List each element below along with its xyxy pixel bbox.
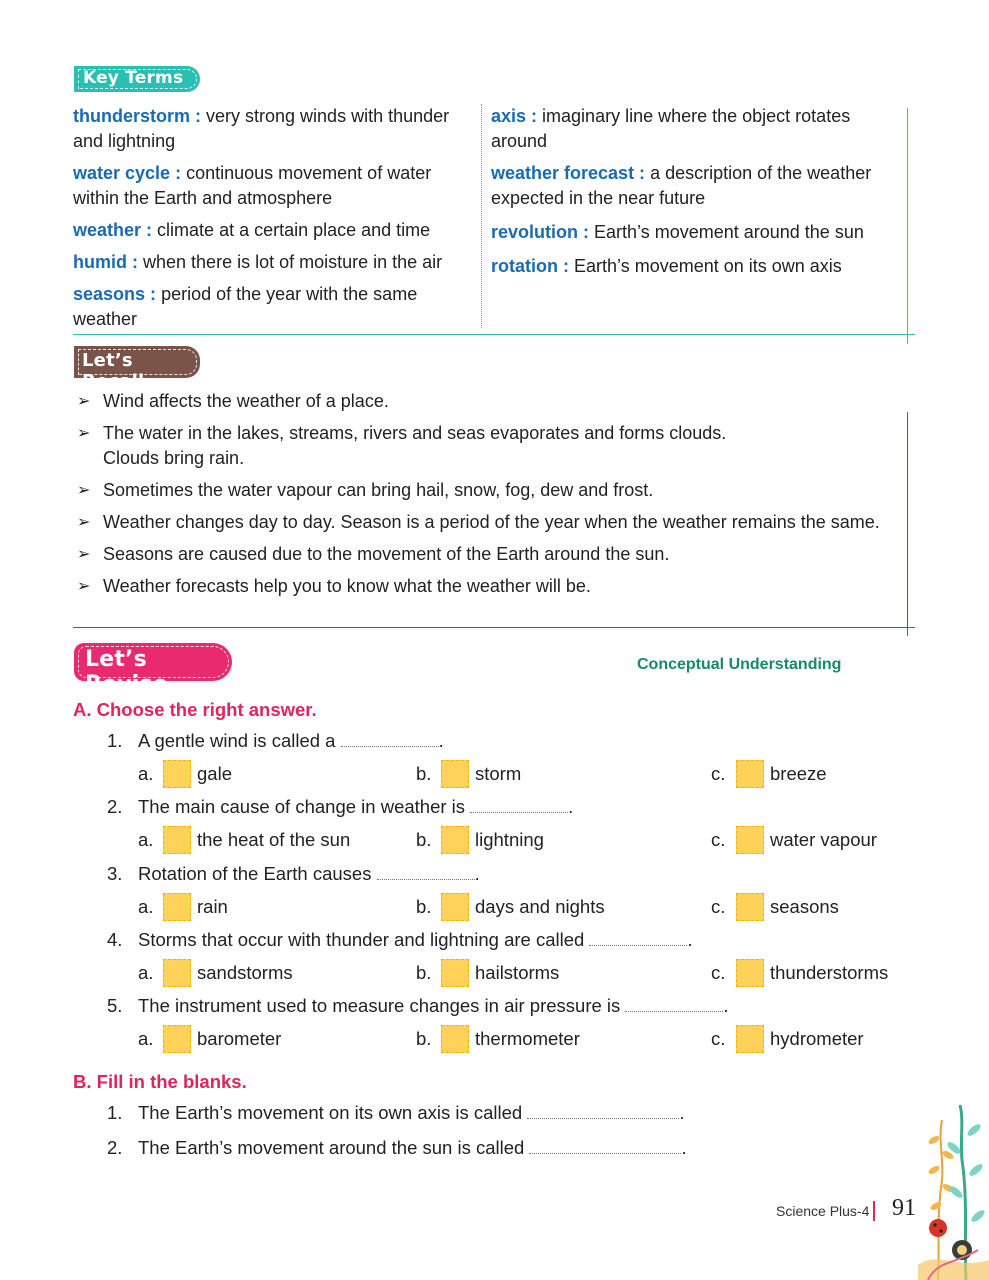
answer-blank[interactable] (589, 931, 687, 946)
answer-blank[interactable] (529, 1139, 681, 1154)
revise-badge (74, 643, 232, 697)
page-number: 91 (892, 1195, 916, 1221)
key-term-item: axis : imaginary line where the object rotates around (491, 106, 851, 151)
recall-label: Let’s Recall (82, 350, 145, 392)
key-term-item: seasons : period of the year with the same weather (73, 284, 418, 329)
recall-item: ➢ Wind affects the weather of a place. (76, 389, 906, 414)
recall-side-rule (907, 412, 908, 636)
recall-list (76, 389, 906, 606)
answer-checkbox[interactable] (163, 893, 191, 921)
answer-checkbox[interactable] (736, 760, 764, 788)
key-terms-label: Key Terms (83, 68, 184, 88)
key-term-item: revolution : Earth’s movement around the sun (491, 222, 864, 242)
recall-item: ➢ Weather forecasts help you to know what the weather will be. (76, 574, 906, 599)
answer-checkbox[interactable] (736, 826, 764, 854)
answer-blank[interactable] (377, 865, 475, 880)
answer-checkbox[interactable] (163, 826, 191, 854)
recall-bottom-rule (73, 627, 915, 628)
answer-checkbox[interactable] (441, 959, 469, 987)
answer-checkbox[interactable] (441, 760, 469, 788)
recall-item: ➢ The water in the lakes, streams, rivers and seas evaporates and forms clouds. Clouds bring rain. (76, 421, 906, 471)
key-term-item: thunderstorm : very strong winds with thunder and lightning (73, 106, 450, 151)
recall-item: ➢ Weather changes day to day. Season is a period of the year when the weather remains the same. (76, 510, 906, 535)
key-terms-side-rule (907, 108, 908, 344)
key-terms-divider (481, 104, 482, 328)
recall-item: ➢ Sometimes the water vapour can bring hail, snow, fog, dew and frost. (76, 478, 906, 503)
recall-item: ➢ Seasons are caused due to the movement of the Earth around the sun. (76, 542, 906, 567)
answer-blank[interactable] (527, 1104, 679, 1119)
section-a-heading: A. Choose the right answer. (73, 699, 317, 720)
answer-checkbox[interactable] (441, 826, 469, 854)
footer-book-title: Science Plus-4 (776, 1201, 881, 1221)
revise-label: Let’s Revise (85, 647, 168, 697)
answer-checkbox[interactable] (163, 1025, 191, 1053)
section-b-heading: B. Fill in the blanks. (73, 1071, 247, 1092)
plant-illustration-icon (918, 1100, 989, 1280)
answer-blank[interactable] (470, 798, 568, 813)
answer-checkbox[interactable] (163, 959, 191, 987)
answer-checkbox[interactable] (441, 1025, 469, 1053)
answer-blank[interactable] (625, 997, 723, 1012)
answer-checkbox[interactable] (736, 1025, 764, 1053)
answer-blank[interactable] (341, 732, 439, 747)
answer-checkbox[interactable] (441, 893, 469, 921)
key-terms-badge (74, 66, 200, 92)
answer-checkbox[interactable] (736, 893, 764, 921)
answer-checkbox[interactable] (163, 760, 191, 788)
recall-badge (74, 346, 200, 392)
key-term-item: weather forecast : a description of the weather expected in the near future (491, 163, 872, 208)
key-terms-left-column (73, 104, 473, 339)
key-term-item: rotation : Earth’s movement on its own axis (491, 256, 842, 276)
conceptual-understanding-tag: Conceptual Understanding (637, 656, 842, 673)
key-terms-bottom-rule (73, 334, 915, 335)
answer-checkbox[interactable] (736, 959, 764, 987)
key-term-item: weather : climate at a certain place and time (73, 220, 431, 240)
key-terms-right-column (491, 104, 896, 286)
key-term-item: water cycle : continuous movement of water within the Earth and atmosphere (73, 163, 432, 208)
key-term-item: humid : when there is lot of moisture in the air (73, 252, 443, 272)
